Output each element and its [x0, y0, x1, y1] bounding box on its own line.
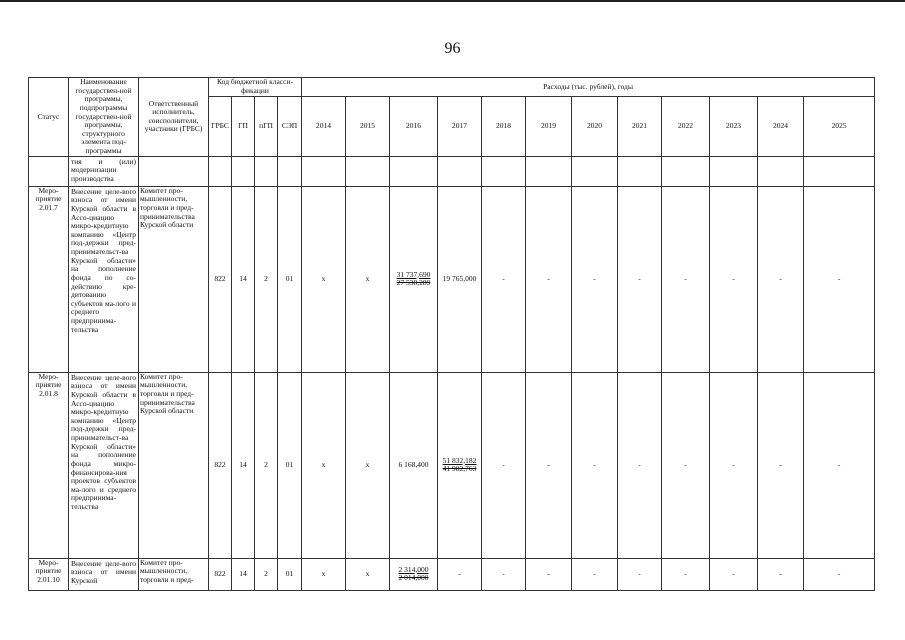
cell-2014: х	[302, 558, 346, 590]
cell-2024: -	[758, 558, 804, 590]
row-responsible: Комитет про-мышленности, торговли и пред-	[139, 558, 209, 590]
expenses-table	[28, 77, 875, 591]
cell-2016	[390, 186, 438, 372]
cell-2024: -	[758, 186, 804, 372]
value-new: 51 832,182	[442, 455, 477, 465]
table-row-continuation	[29, 156, 875, 186]
cell-2017: -	[438, 558, 482, 590]
header-gp: ГП	[232, 97, 255, 156]
cell-2020: -	[572, 558, 618, 590]
cell-gp: 14	[232, 558, 255, 590]
cell-gp: 14	[232, 372, 255, 558]
cell-pgp: 2	[255, 558, 278, 590]
cell-2025: -	[804, 186, 875, 372]
cell-2025: -	[804, 372, 875, 558]
cell-2023: -	[710, 186, 758, 372]
cell-pgp: 2	[255, 186, 278, 372]
header-row-top	[29, 78, 875, 97]
header-grbs: ГРБС	[209, 97, 232, 156]
cell-2021: -	[618, 372, 662, 558]
header-status: Статус	[29, 78, 69, 157]
cell-2018: -	[482, 558, 526, 590]
row-status: Меро- приятие 2.01.7	[29, 186, 69, 372]
table-row	[29, 558, 875, 590]
header-year: 2014	[302, 97, 346, 156]
header-year: 2021	[618, 97, 662, 156]
value-new: 31 737,690	[396, 269, 431, 279]
header-year: 2017	[438, 97, 482, 156]
header-budget-code: Код бюджетной класси-фикации	[209, 78, 302, 97]
value-old: 27 538,289	[396, 278, 431, 288]
cell-2019: -	[526, 372, 572, 558]
row-name: Внесение целе-вого взноса от имени Курской области в Ассо-циацию микро-кредитную компанию «Центр под-держки пред-принимательст-ва Курской области» на пополнение фонда по со-действию кре-дитованию субъектов ма-лого и среднего предпринима-тельства	[69, 186, 139, 372]
table-row	[29, 372, 875, 558]
cell-2014: х	[302, 372, 346, 558]
cell-2024: -	[758, 372, 804, 558]
cell-2018: -	[482, 372, 526, 558]
cell-2021: -	[618, 558, 662, 590]
cell-grbs: 822	[209, 186, 232, 372]
header-year: 2016	[390, 97, 438, 156]
cell-2019: -	[526, 558, 572, 590]
cell-2016: 6 168,400	[390, 372, 438, 558]
header-year: 2020	[572, 97, 618, 156]
header-name: Наименование государствен-ной программы, подпрограммы государствен-ной программы, структурного элемента под-программы	[69, 78, 139, 157]
header-sep: СЭП	[278, 97, 302, 156]
header-responsible: Ответственный исполнитель, соисполнители, участники (ГРБС)	[139, 78, 209, 157]
cell-2020: -	[572, 372, 618, 558]
cell-2017	[438, 372, 482, 558]
header-year: 2015	[346, 97, 390, 156]
cell-2022: -	[662, 186, 710, 372]
cell-2017: 19 765,000	[438, 186, 482, 372]
row-status: Меро- приятие 2.01.10	[29, 558, 69, 590]
header-year: 2018	[482, 97, 526, 156]
cell-2015: х	[346, 186, 390, 372]
table-row	[29, 186, 875, 372]
cell-sep: 01	[278, 558, 302, 590]
cell-2015: х	[346, 558, 390, 590]
header-year: 2019	[526, 97, 572, 156]
cell-2022: -	[662, 372, 710, 558]
header-year: 2022	[662, 97, 710, 156]
cell-grbs: 822	[209, 558, 232, 590]
cell-pgp: 2	[255, 372, 278, 558]
row-status: Меро- приятие 2.01.8	[29, 372, 69, 558]
header-year: 2023	[710, 97, 758, 156]
cell-2014: х	[302, 186, 346, 372]
cell-2015: х	[346, 372, 390, 558]
cell-2021: -	[618, 186, 662, 372]
header-expenses: Расходы (тыс. рублей), годы	[302, 78, 875, 97]
row-responsible: Комитет про-мышленности, торговли и пред-принимательства Курской области	[139, 186, 209, 372]
page-number: 96	[444, 40, 461, 57]
cell-2020: -	[572, 186, 618, 372]
cell-2022: -	[662, 558, 710, 590]
cell-2023: -	[710, 558, 758, 590]
cell-2019: -	[526, 186, 572, 372]
cell-sep: 01	[278, 372, 302, 558]
row-name: Внесение целе-вого взноса от имени Курской	[69, 558, 139, 590]
header-pgp: пГП	[255, 97, 278, 156]
cell-2023: -	[710, 372, 758, 558]
cell-2025: -	[804, 558, 875, 590]
cell-gp: 14	[232, 186, 255, 372]
page-top-border	[0, 0, 905, 2]
value-new: 2 314,000	[398, 564, 429, 574]
cell-2018: -	[482, 186, 526, 372]
value-old: 2 014,000	[398, 573, 429, 583]
row-name: Внесение целе-вого взноса от имени Курской области в Ассо-циацию микро-кредитную компанию «Центр под-держки пред-принимательст-ва Курской области» на пополнение фонда микро-финансирова-ния проектов субъектов ма-лого и среднего предпринима-тельства	[69, 372, 139, 558]
cell-sep: 01	[278, 186, 302, 372]
header-year: 2025	[804, 97, 875, 156]
cell-grbs: 822	[209, 372, 232, 558]
cell-2016	[390, 558, 438, 590]
value-old: 41 982,763	[442, 464, 477, 474]
header-year: 2024	[758, 97, 804, 156]
row-responsible: Комитет про-мышленности, торговли и пред-принимательства Курской области	[139, 372, 209, 558]
row-name: тия и (или) модернизации производства	[69, 156, 139, 186]
